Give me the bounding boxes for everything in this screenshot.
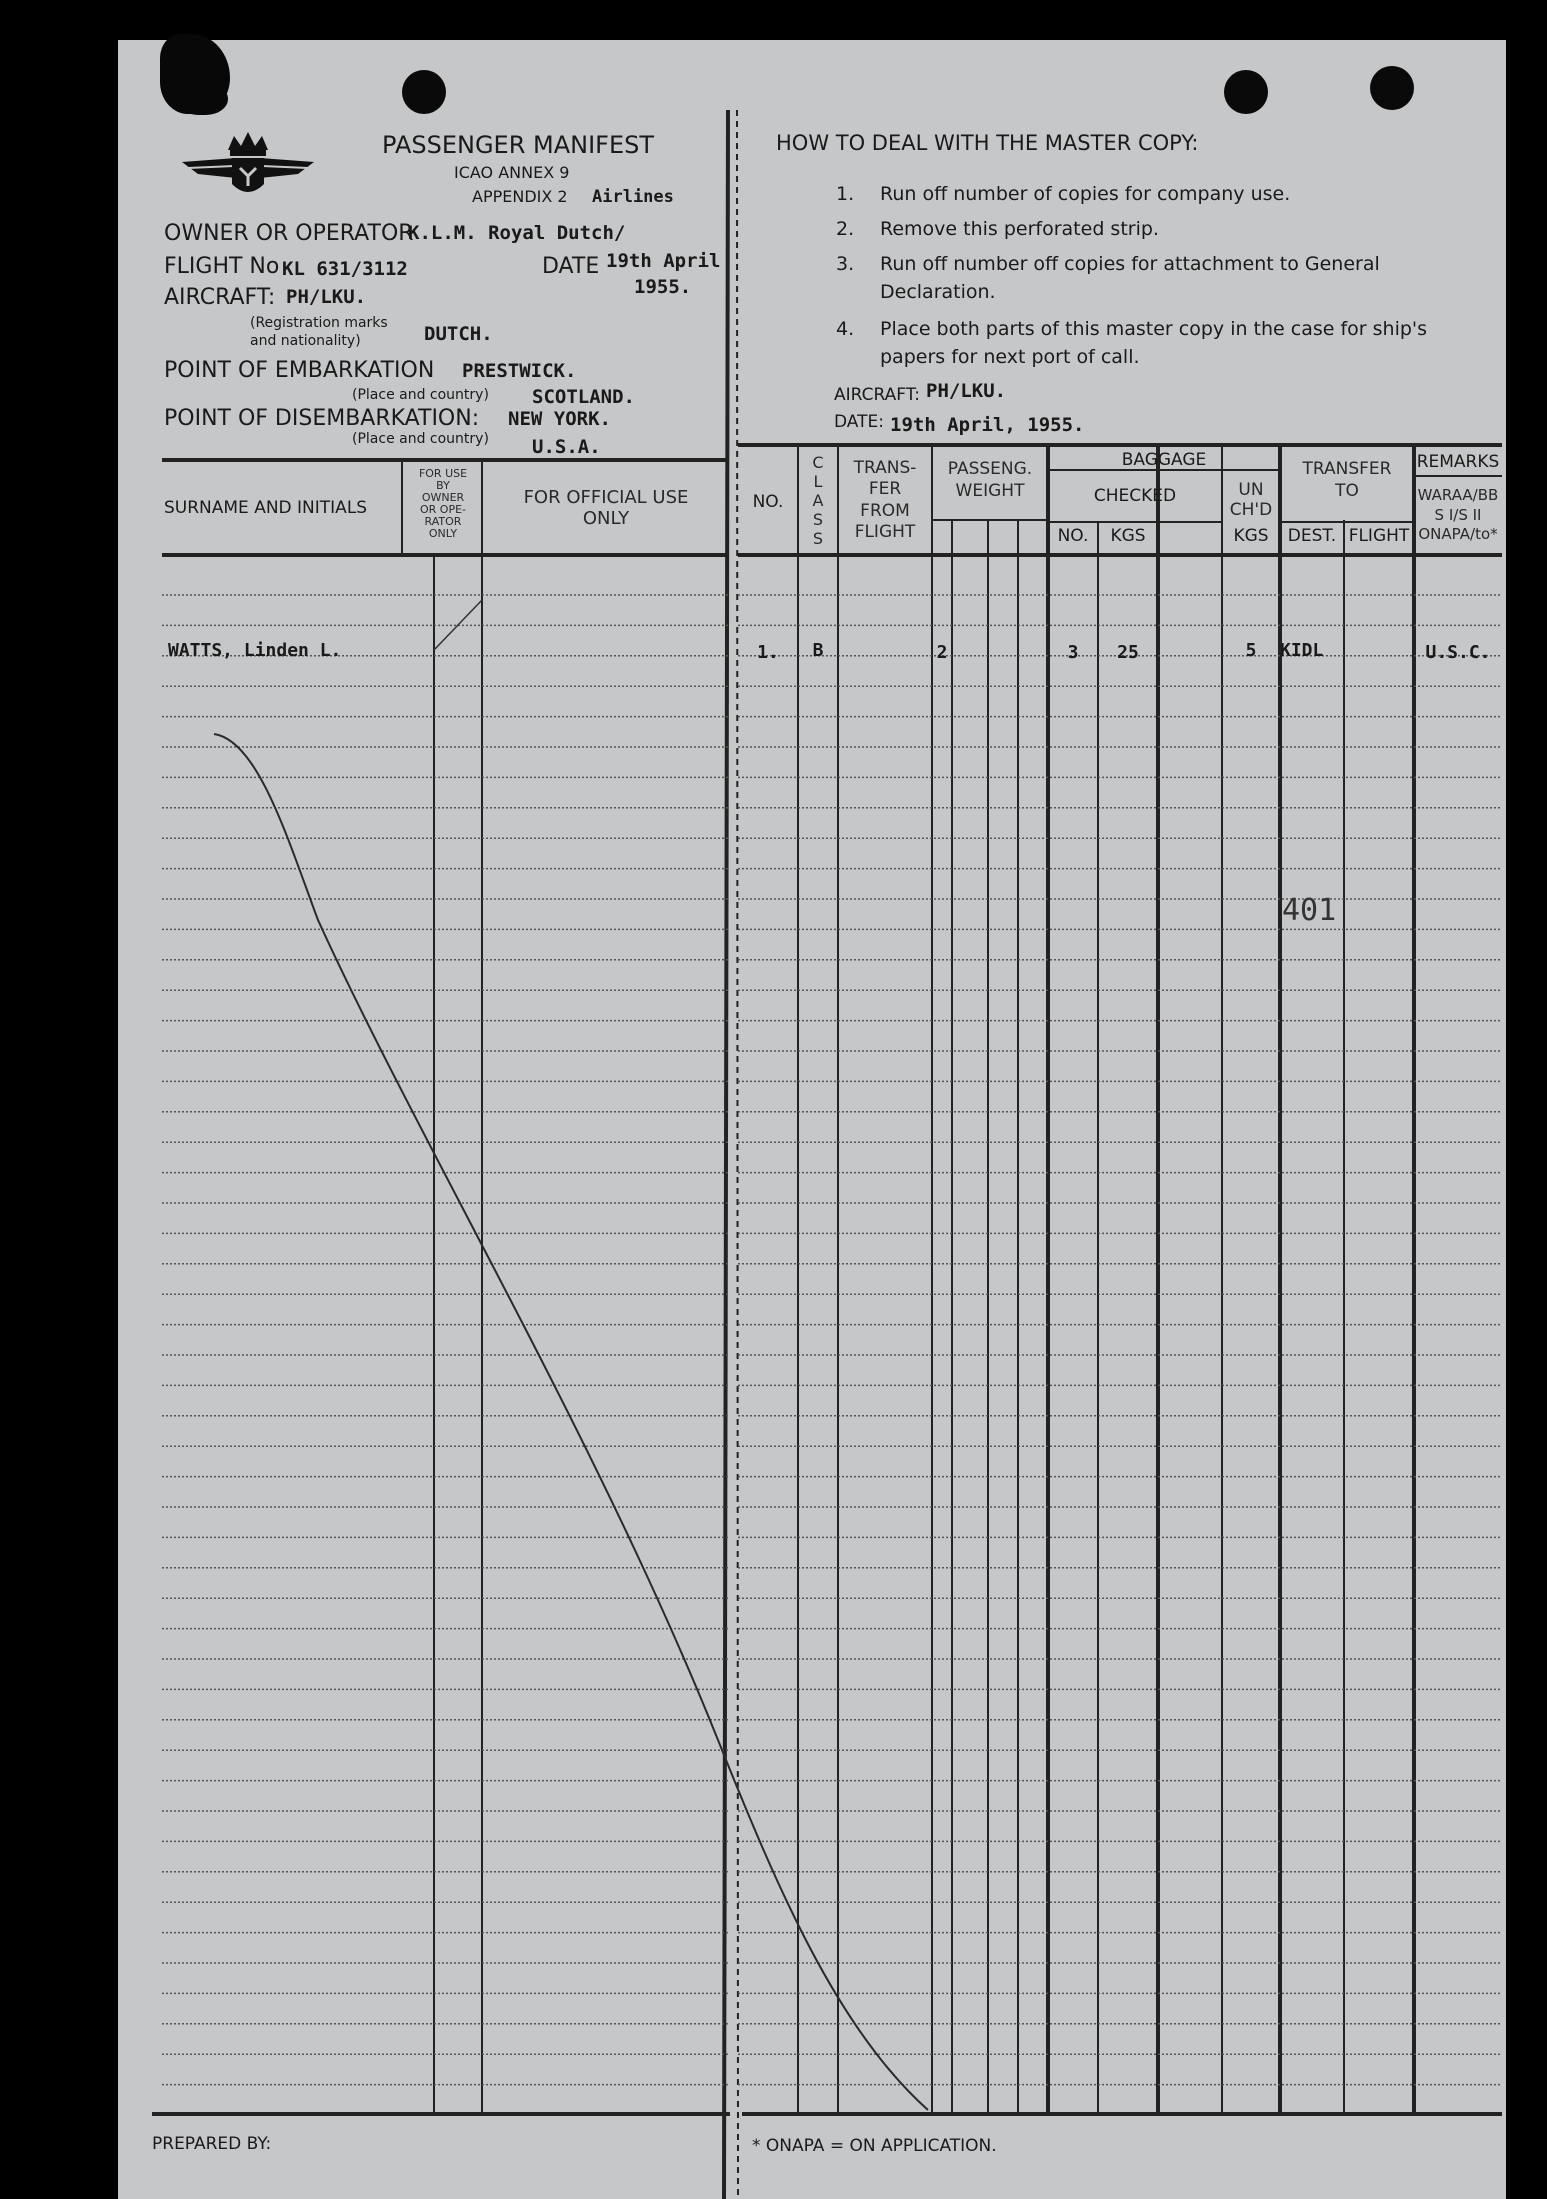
- date-value: 19th April: [606, 250, 721, 272]
- table-grid: [118, 40, 1506, 2199]
- date-label: DATE: [542, 254, 600, 279]
- aircraft-value: PH/LKU.: [286, 286, 367, 308]
- prepared-by-label: PREPARED BY:: [152, 2134, 272, 2154]
- embarkation-country: SCOTLAND.: [532, 386, 635, 408]
- place-note-2: (Place and country): [352, 431, 489, 447]
- disembarkation-value: NEW YORK.: [508, 408, 611, 430]
- master-date-value: 19th April, 1955.: [890, 414, 1085, 436]
- registration-note: (Registration marks: [250, 315, 388, 331]
- nationality-value: DUTCH.: [424, 323, 493, 345]
- step-text: Remove this perforated strip.: [880, 218, 1159, 240]
- step-text: Run off number of copies for company use.: [880, 183, 1291, 205]
- form-subtitle-annex: ICAO ANNEX 9: [454, 163, 570, 182]
- step-number: 2.: [836, 218, 855, 240]
- form-title: PASSENGER MANIFEST: [382, 131, 655, 159]
- step-text-continued: papers for next port of call.: [880, 346, 1140, 368]
- master-aircraft-label: AIRCRAFT:: [834, 385, 920, 405]
- owner-value: K.L.M. Royal Dutch/: [408, 222, 626, 244]
- remarks-value: U.S.C.: [1425, 642, 1491, 663]
- unchecked-kgs: 5: [1245, 640, 1257, 661]
- flight-label: FLIGHT No: [164, 254, 280, 279]
- embarkation-label: POINT OF EMBARKATION: [164, 358, 435, 383]
- master-date-label: DATE:: [834, 412, 884, 432]
- date-year: 1955.: [634, 276, 692, 298]
- col-header-remarks: REMARKS: [1416, 452, 1500, 472]
- owner-value-continued: Airlines: [592, 187, 674, 207]
- baggage-kgs: 25: [1117, 642, 1139, 663]
- col-header-passeng-weight: PASSENG. WEIGHT: [947, 459, 1033, 502]
- form-subtitle-appendix: APPENDIX 2: [472, 187, 568, 206]
- onapa-footnote: * ONAPA = ON APPLICATION.: [752, 2136, 997, 2156]
- passenger-no: 1.: [757, 642, 779, 663]
- master-copy-heading: HOW TO DEAL WITH THE MASTER COPY:: [776, 131, 1199, 155]
- stray-stamp-mark: 401: [1282, 893, 1337, 928]
- col-header-checked: CHECKED: [1093, 486, 1177, 506]
- col-header-transfer-from: TRANS- FER FROM FLIGHT: [853, 458, 917, 542]
- step-text: Place both parts of this master copy in the case for ship's: [880, 318, 1428, 340]
- col-header-unchd-kgs: KGS: [1233, 526, 1269, 546]
- disembarkation-label: POINT OF DISEMBARKATION:: [164, 406, 480, 431]
- col-header-surname: SURNAME AND INITIALS: [164, 498, 368, 518]
- step-number: 1.: [836, 183, 855, 205]
- disembarkation-country: U.S.A.: [532, 436, 601, 458]
- step-text-continued: Declaration.: [880, 281, 996, 303]
- step-number: 4.: [836, 318, 855, 340]
- manifest-sheet: [118, 40, 1506, 2199]
- owner-label: OWNER OR OPERATOR: [164, 221, 414, 246]
- registration-note-2: and nationality): [250, 333, 361, 349]
- col-header-flight: FLIGHT: [1348, 526, 1410, 546]
- passenger-surname: WATTS, Linden L.: [168, 640, 342, 661]
- col-header-owner-use: FOR USE BY OWNER OR OPE- RATOR ONLY: [418, 467, 468, 541]
- step-number: 3.: [836, 253, 855, 275]
- embarkation-value: PRESTWICK.: [462, 360, 577, 382]
- col-header-dest: DEST.: [1287, 526, 1337, 546]
- passenger-class: B: [812, 640, 824, 661]
- flight-value: KL 631/3112: [282, 258, 408, 280]
- col-header-baggage: BAGGAGE: [1121, 450, 1207, 470]
- passenger-weight: 2: [936, 642, 948, 663]
- col-header-official-use: FOR OFFICIAL USE ONLY: [523, 487, 689, 529]
- col-header-class: C L A S S: [812, 453, 824, 548]
- col-header-bag-no: NO.: [1057, 526, 1089, 546]
- col-header-no: NO.: [752, 492, 784, 512]
- master-aircraft-value: PH/LKU.: [926, 380, 1007, 402]
- aircraft-label: AIRCRAFT:: [164, 285, 276, 310]
- transfer-destination: KIDL: [1280, 640, 1324, 661]
- col-header-transfer-to: TRANSFER TO: [1302, 459, 1392, 502]
- col-header-remarks-codes: WARAA/BB S I/S II ONAPA/to*: [1417, 486, 1499, 543]
- col-header-unchecked: UN CH'D: [1229, 480, 1273, 521]
- place-note: (Place and country): [352, 387, 489, 403]
- col-header-bag-kgs: KGS: [1110, 526, 1146, 546]
- step-text: Run off number off copies for attachment to General: [880, 253, 1380, 275]
- baggage-count: 3: [1067, 642, 1079, 663]
